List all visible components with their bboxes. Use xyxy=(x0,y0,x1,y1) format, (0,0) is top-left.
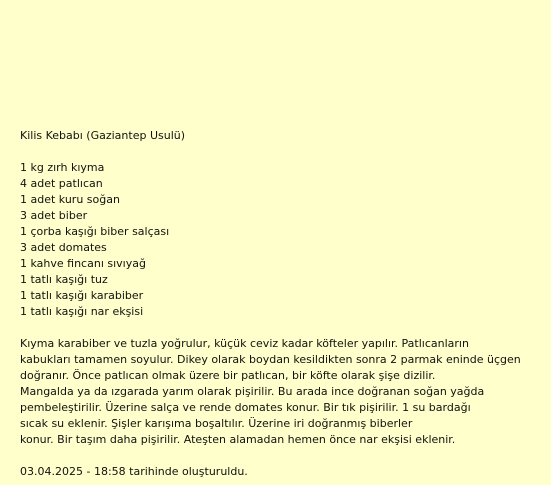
ingredient-item: 1 tatlı kaşığı karabiber xyxy=(20,289,144,302)
ingredient-item: 1 tatlı kaşığı nar ekşisi xyxy=(20,305,144,318)
instruction-line: doğranır. Önce patlıcan olmak üzere bir patlıcan, bir köfte olarak şişe dizilir. xyxy=(20,369,436,382)
ingredient-item: 1 tatlı kaşığı tuz xyxy=(20,273,108,286)
ingredient-item: 3 adet domates xyxy=(20,241,107,254)
instruction-line: konur. Bir taşım daha pişirilir. Ateşten alamadan hemen önce nar ekşisi eklenir. xyxy=(20,433,456,446)
ingredient-item: 4 adet patlıcan xyxy=(20,177,103,190)
ingredient-item: 1 adet kuru soğan xyxy=(20,193,120,206)
ingredient-item: 1 kahve fincanı sıvıyağ xyxy=(20,257,146,270)
instruction-line: sıcak su eklenir. Şişler karışıma boşaltılır. Üzerine iri doğranmış biberler xyxy=(20,417,413,430)
created-timestamp: 03.04.2025 - 18:58 tarihinde oluşturuldu. xyxy=(20,465,248,478)
instructions-paragraph xyxy=(20,336,544,448)
instruction-line: pembeleştirilir. Üzerine salça ve rende domates konur. Bir tık pişirilir. 1 su bardağı xyxy=(20,401,471,414)
instruction-line: Mangalda ya da ızgarada yarım olarak pişirilir. Bu arada ince doğranan soğan yağda xyxy=(20,385,485,398)
instruction-line: kabukları tamamen soyulur. Dikey olarak boydan kesildikten sonra 2 parmak eninde üçgen xyxy=(20,353,521,366)
ingredient-item: 1 kg zırh kıyma xyxy=(20,161,105,174)
ingredient-list xyxy=(20,160,544,320)
recipe-title: Kilis Kebabı (Gaziantep Usulü) xyxy=(20,129,186,142)
ingredient-item: 1 çorba kaşığı biber salçası xyxy=(20,225,170,238)
ingredient-item: 3 adet biber xyxy=(20,209,88,222)
instruction-line: Kıyma karabiber ve tuzla yoğrulur, küçük ceviz kadar köfteler yapılır. Patlıcanların xyxy=(20,337,469,350)
recipe-document xyxy=(20,128,544,480)
